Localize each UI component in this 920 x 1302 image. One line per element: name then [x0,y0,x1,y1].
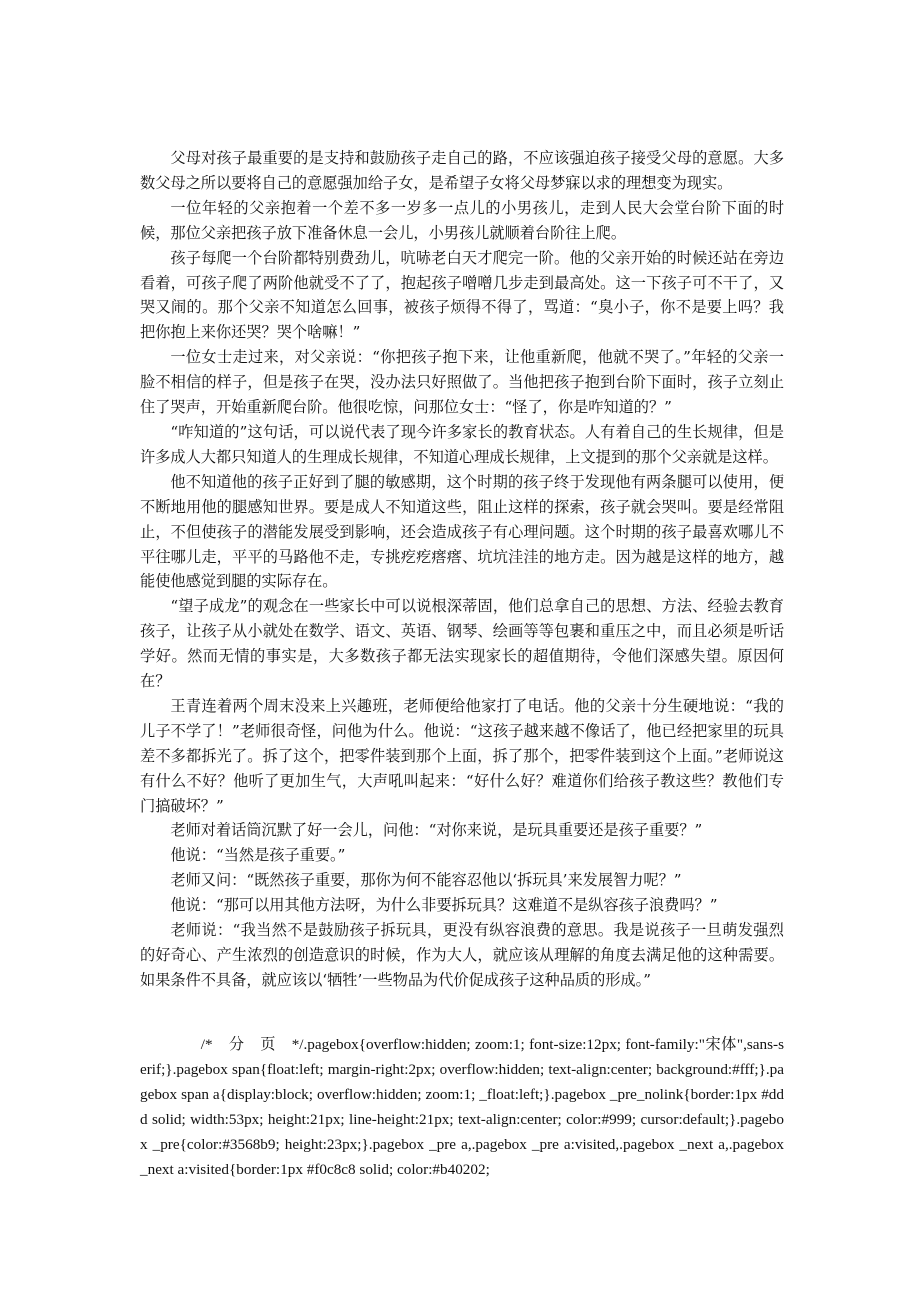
article-paragraph: 老师又问：“既然孩子重要，那你为何不能容忍他以‘拆玩具’来发展智力呢？” [170,871,682,890]
article-paragraph: 一位女士走过来，对父亲说：“你把孩子抱下来，让他重新爬，他就不哭了。”年轻的父亲一脸不相信的样子，但是孩子在哭，没办法只好照做了。当他把孩子抱到台阶下面时，孩子立刻止住了哭声，开始重新爬台阶。他很吃惊，问那位女士：“怪了，你是咋知道的？” [140,348,784,417]
article-paragraph: 老师说：“我当然不是鼓励孩子拆玩具，更没有纵容浪费的意思。我是说孩子一旦萌发强烈的好奇心、产生浓烈的创造意识的时候，作为大人，就应该从理解的角度去满足他的这种需要。如果条件不具备，就应该以‘牺牲’一些物品为代价促成孩子这种品质的形成。” [140,921,784,989]
article-paragraph: 老师对着话筒沉默了好一会儿，问他：“对你来说，是玩具重要还是孩子重要？” [170,821,703,840]
article-body [140,146,784,993]
stray-css-text [140,1033,784,1182]
article-paragraph: 孩子每爬一个台阶都特别费劲儿，吭哧老白天才爬完一阶。他的父亲开始的时候还站在旁边看着，可孩子爬了两阶他就受不了了，抱起孩子噌噌几步走到最高处。这一下孩子可不干了，又哭又闹的。那个父亲不知道怎么回事，被孩子烦得不得了，骂道：“臭小子，你不是要上吗？我把你抱上来你还哭？哭个啥嘛！” [140,248,784,342]
article-paragraph: 父母对孩子最重要的是支持和鼓励孩子走自己的路，不应该强迫孩子接受父母的意愿。大多数父母之所以要将自己的意愿强加给子女，是希望子女将父母梦寐以求的理想变为现实。 [140,149,784,192]
article-paragraph: “望子成龙”的观念在一些家长中可以说根深蒂固，他们总拿自己的思想、方法、经验去教育孩子，让孩子从小就处在数学、语文、英语、钢琴、绘画等等包裹和重压之中，而且必须是听话学好。然而无情的事实是，大多数孩子都无法实现家长的超值期待，令他们深感失望。原因何在？ [140,597,784,691]
article-paragraph: 一位年轻的父亲抱着一个差不多一岁多一点儿的小男孩儿，走到人民大会堂台阶下面的时候，那位父亲把孩子放下准备休息一会儿，小男孩儿就顺着台阶往上爬。 [140,198,784,242]
css-text: /* 分 页 */.pagebox{overflow:hidden; zoom:1; font-size:12px; font-family:"宋体",sans-serif;}.pagebox span{float:left; margin-right:2px; overflow:hidden; text-align:center; background:#fff;}.pagebox span a{display:block; overflow:hidden; zoom:1; _float:left;}.pagebox _pre_nolink{border:1px #ddd solid; width:53px; height:21px; line-height:21px; text-align:center; color:#999; cursor:default;}.pagebox _pre{color:#3568b9; height:23px;}.pagebox _pre a,.pagebox _pre a:visited,.pagebox _next a,.pagebox _next a:visited{border:1px #f0c8c8 solid; color:#b40202; [140,1036,784,1178]
article-paragraph: 他不知道他的孩子正好到了腿的敏感期，这个时期的孩子终于发现他有两条腿可以使用，便不断地用他的腿感知世界。要是成人不知道这些，阻止这样的探索，孩子就会哭叫。要是经常阻止，不但使孩子的潜能发展受到影响，还会造成孩子有心理问题。这个时期的孩子最喜欢哪儿不平往哪儿走，平平的马路他不走，专挑疙疙瘩瘩、坑坑洼洼的地方走。因为越是这样的地方，越能使他感觉到腿的实际存在。 [140,472,784,591]
article-paragraph: 王青连着两个周末没来上兴趣班，老师便给他家打了电话。他的父亲十分生硬地说：“我的儿子不学了！”老师很奇怪，问他为什么。他说：“这孩子越来越不像话了，他已经把家里的玩具差不多都拆光了。拆了这个，把零件装到那个上面，拆了那个，把零件装到这个上面。”老师说这有什么不好？他听了更加生气，大声吼叫起来：“好什么好？难道你们给孩子教这些？教他们专门搞破坏？” [140,696,784,815]
article-paragraph: 他说：“那可以用其他方法呀，为什么非要拆玩具？这难道不是纵容孩子浪费吗？” [170,896,718,915]
article-paragraph: “咋知道的”这句话，可以说代表了现今许多家长的教育状态。人有着自己的生长规律，但是许多成人大都只知道人的生理成长规律，不知道心理成长规律，上文提到的那个父亲就是这样。 [140,422,784,466]
article-paragraph: 他说：“当然是孩子重要。” [170,846,346,865]
